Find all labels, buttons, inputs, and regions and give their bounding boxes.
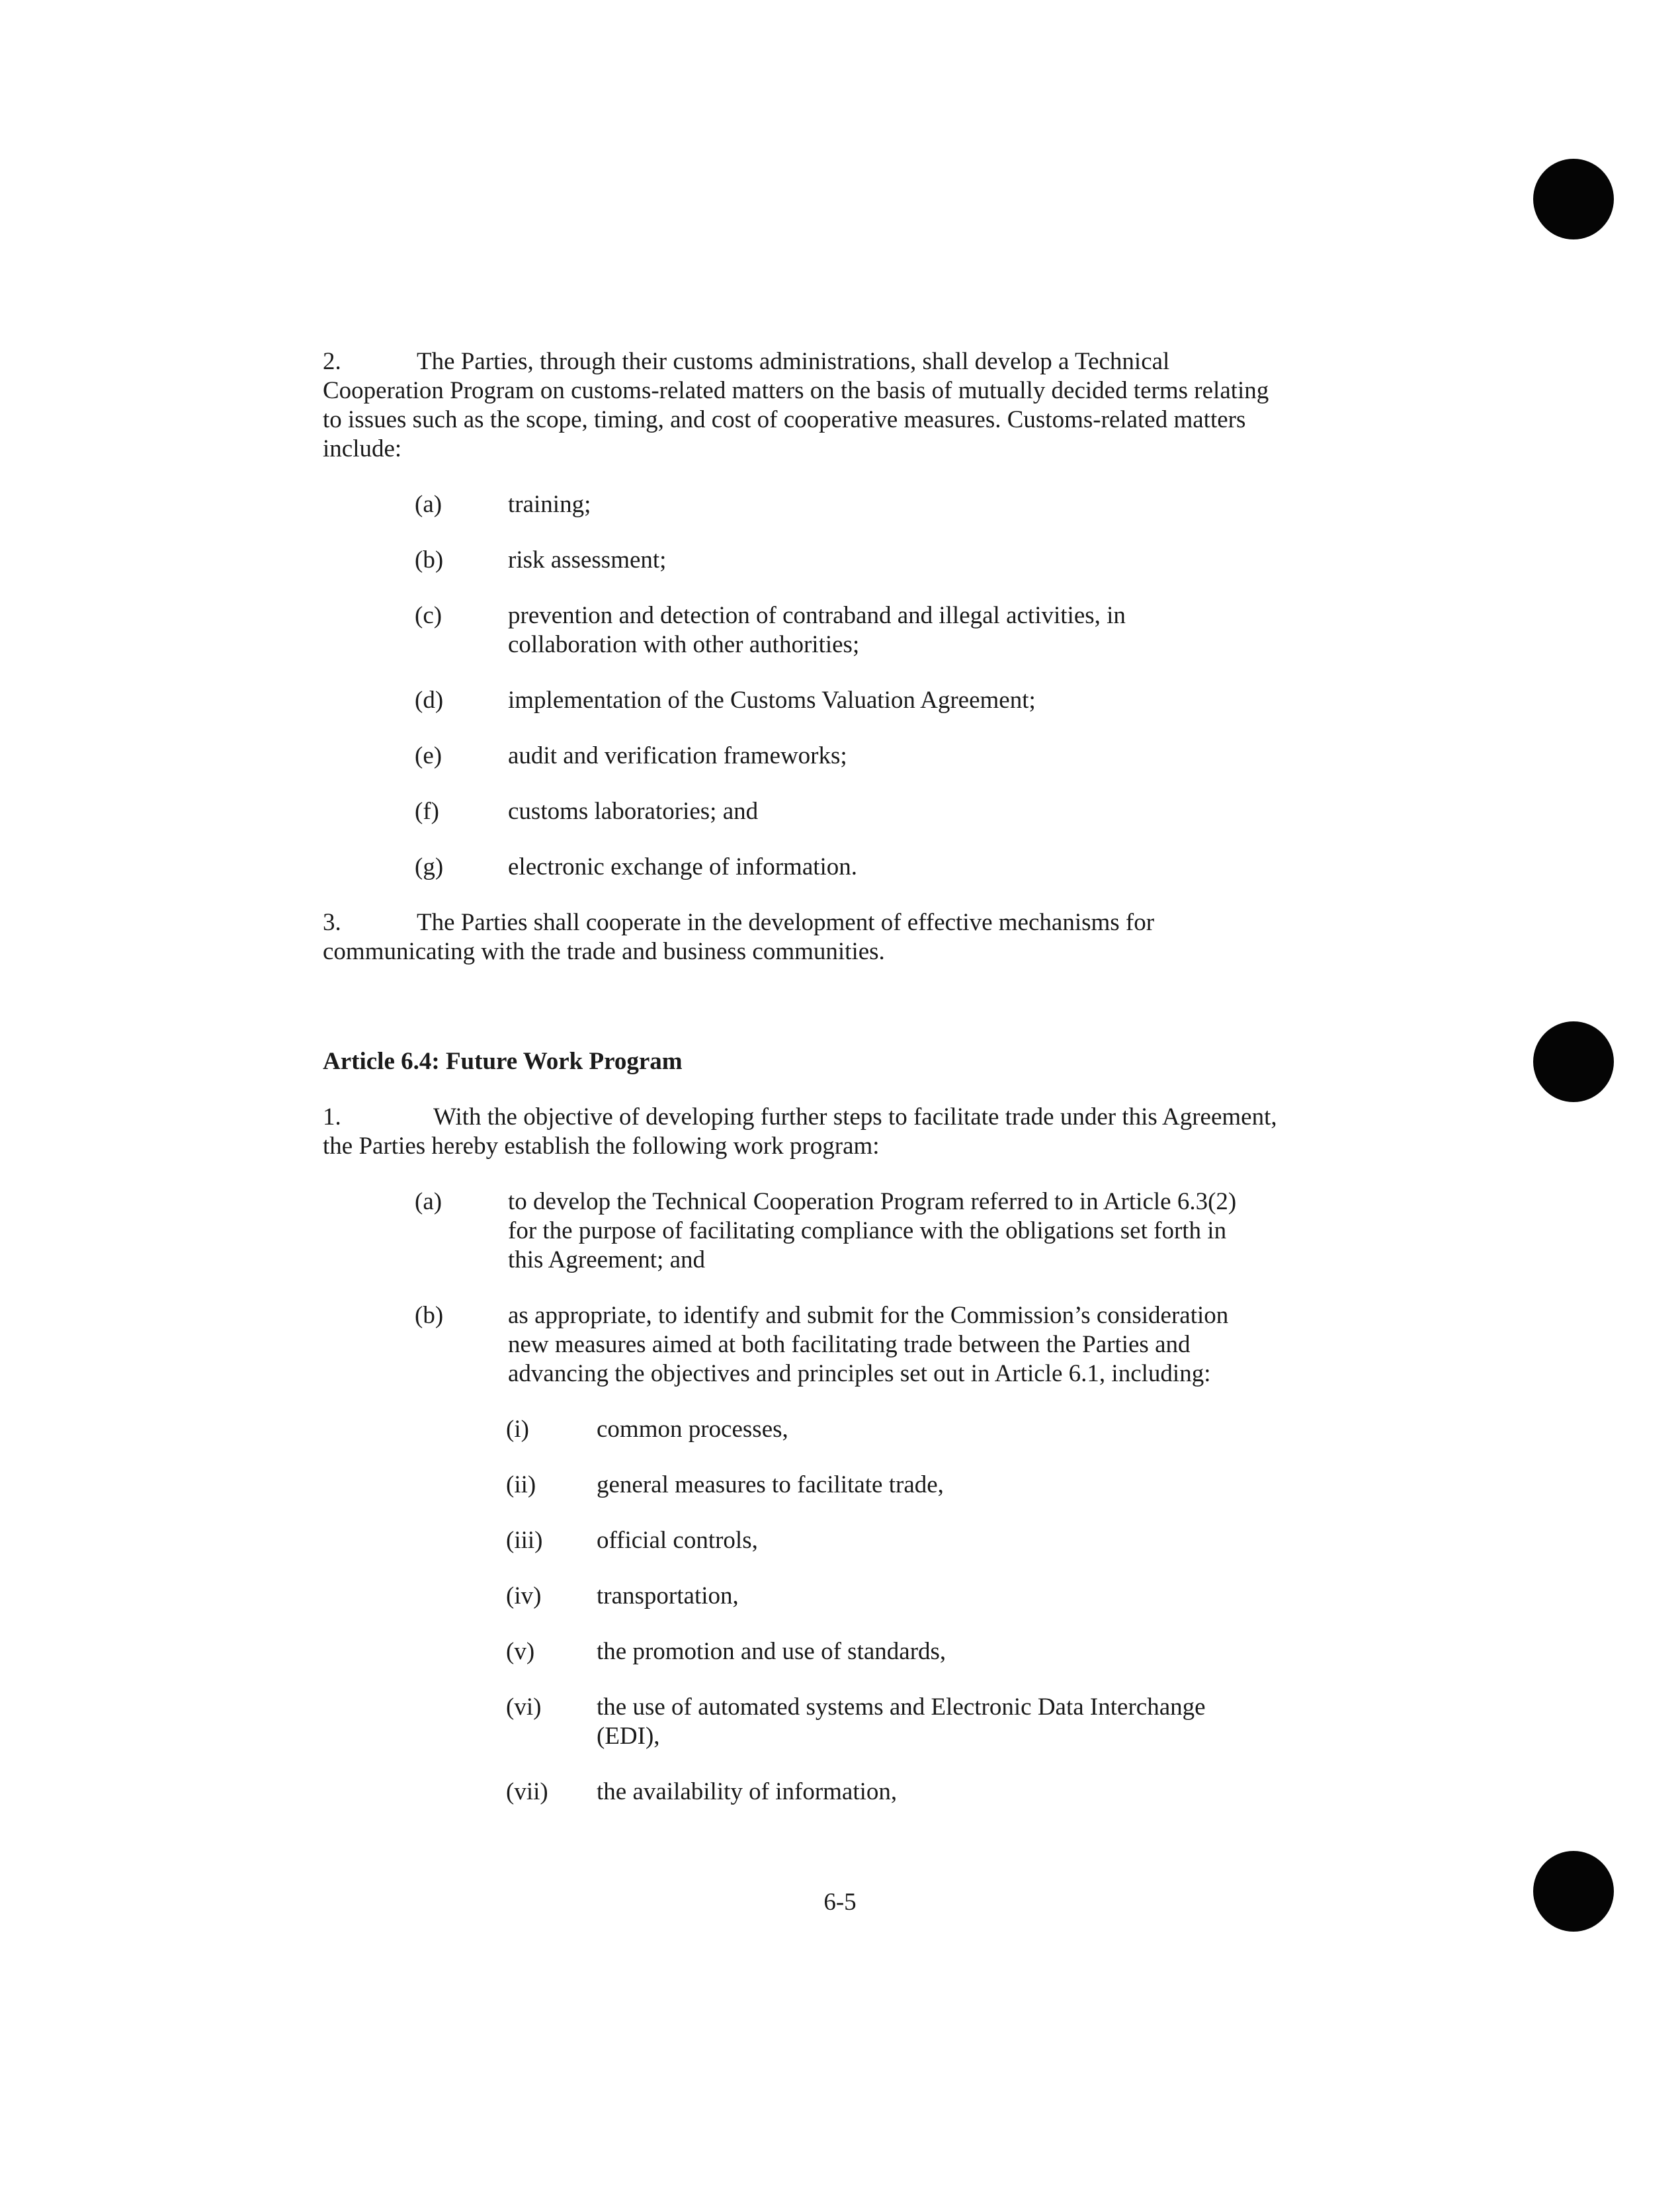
sub-item-label: (iv): [506, 1582, 542, 1609]
list-item-text: new measures aimed at both facilitating trade between the Parties and: [508, 1331, 1191, 1358]
paragraph-2-number: 2.: [323, 348, 341, 375]
list-item-text: as appropriate, to identify and submit for the Commission’s consideration: [508, 1302, 1229, 1329]
sub-item-text: the promotion and use of standards,: [597, 1638, 946, 1665]
sub-item-text: the availability of information,: [597, 1778, 898, 1805]
list-item-text: customs laboratories; and: [508, 798, 759, 825]
list-item-label: (a): [415, 1188, 442, 1215]
list-item-label: (b): [415, 1302, 444, 1329]
page-number: 6-5: [823, 1889, 857, 1916]
sub-item-label: (vi): [506, 1693, 542, 1721]
sub-item-label: (ii): [506, 1471, 536, 1498]
list-item-text: electronic exchange of information.: [508, 853, 858, 880]
list-item-text: to develop the Technical Cooperation Program referred to in Article 6.3(2): [508, 1188, 1237, 1215]
list-item-label: (c): [415, 602, 442, 629]
sub-item-text: official controls,: [597, 1527, 758, 1554]
list-item-text: implementation of the Customs Valuation Agreement;: [508, 687, 1036, 714]
sub-item-text: the use of automated systems and Electronic Data Interchange: [597, 1693, 1206, 1721]
sub-item-label: (iii): [506, 1527, 543, 1554]
paragraph-2-line: Cooperation Program on customs-related matters on the basis of mutually decided terms relating: [323, 377, 1269, 404]
list-item-text: this Agreement; and: [508, 1246, 705, 1273]
list-item-label: (f): [415, 798, 439, 825]
paragraph-2-line: to issues such as the scope, timing, and cost of cooperative measures. Customs-related matters: [323, 406, 1246, 433]
list-item-label: (g): [415, 853, 444, 880]
list-item-text: for the purpose of facilitating compliance with the obligations set forth in: [508, 1217, 1227, 1244]
punch-hole-middle: [1533, 1021, 1614, 1102]
list-item-text: collaboration with other authorities;: [508, 631, 860, 658]
article-paragraph-1-first-line: With the objective of developing further steps to facilitate trade under this Agreement,: [433, 1103, 1277, 1131]
paragraph-3-line: communicating with the trade and business communities.: [323, 938, 885, 965]
sub-item-label: (v): [506, 1638, 535, 1665]
sub-item-text: general measures to facilitate trade,: [597, 1471, 944, 1498]
article-paragraph-1-number: 1.: [323, 1103, 341, 1131]
list-item-label: (b): [415, 546, 444, 574]
list-item-text: risk assessment;: [508, 546, 667, 574]
list-item-label: (d): [415, 687, 444, 714]
sub-item-label: (vii): [506, 1778, 548, 1805]
sub-item-text: (EDI),: [597, 1723, 660, 1750]
paragraph-3-number: 3.: [323, 909, 341, 936]
list-item-text: prevention and detection of contraband and illegal activities, in: [508, 602, 1126, 629]
paragraph-2-first-line: The Parties, through their customs administrations, shall develop a Technical: [417, 348, 1170, 375]
article-paragraph-1-line: the Parties hereby establish the following work program:: [323, 1133, 880, 1160]
paragraph-3-first-line: The Parties shall cooperate in the development of effective mechanisms for: [417, 909, 1155, 936]
sub-item-label: (i): [506, 1416, 529, 1443]
list-item-label: (a): [415, 491, 442, 518]
article-heading: Article 6.4: Future Work Program: [323, 1048, 683, 1075]
list-item-text: advancing the objectives and principles set out in Article 6.1, including:: [508, 1360, 1211, 1387]
punch-hole-top: [1533, 159, 1614, 239]
list-item-text: audit and verification frameworks;: [508, 742, 847, 769]
list-item-label: (e): [415, 742, 442, 769]
list-item-text: training;: [508, 491, 591, 518]
sub-item-text: common processes,: [597, 1416, 788, 1443]
paragraph-2-line: include:: [323, 435, 402, 462]
sub-item-text: transportation,: [597, 1582, 739, 1609]
